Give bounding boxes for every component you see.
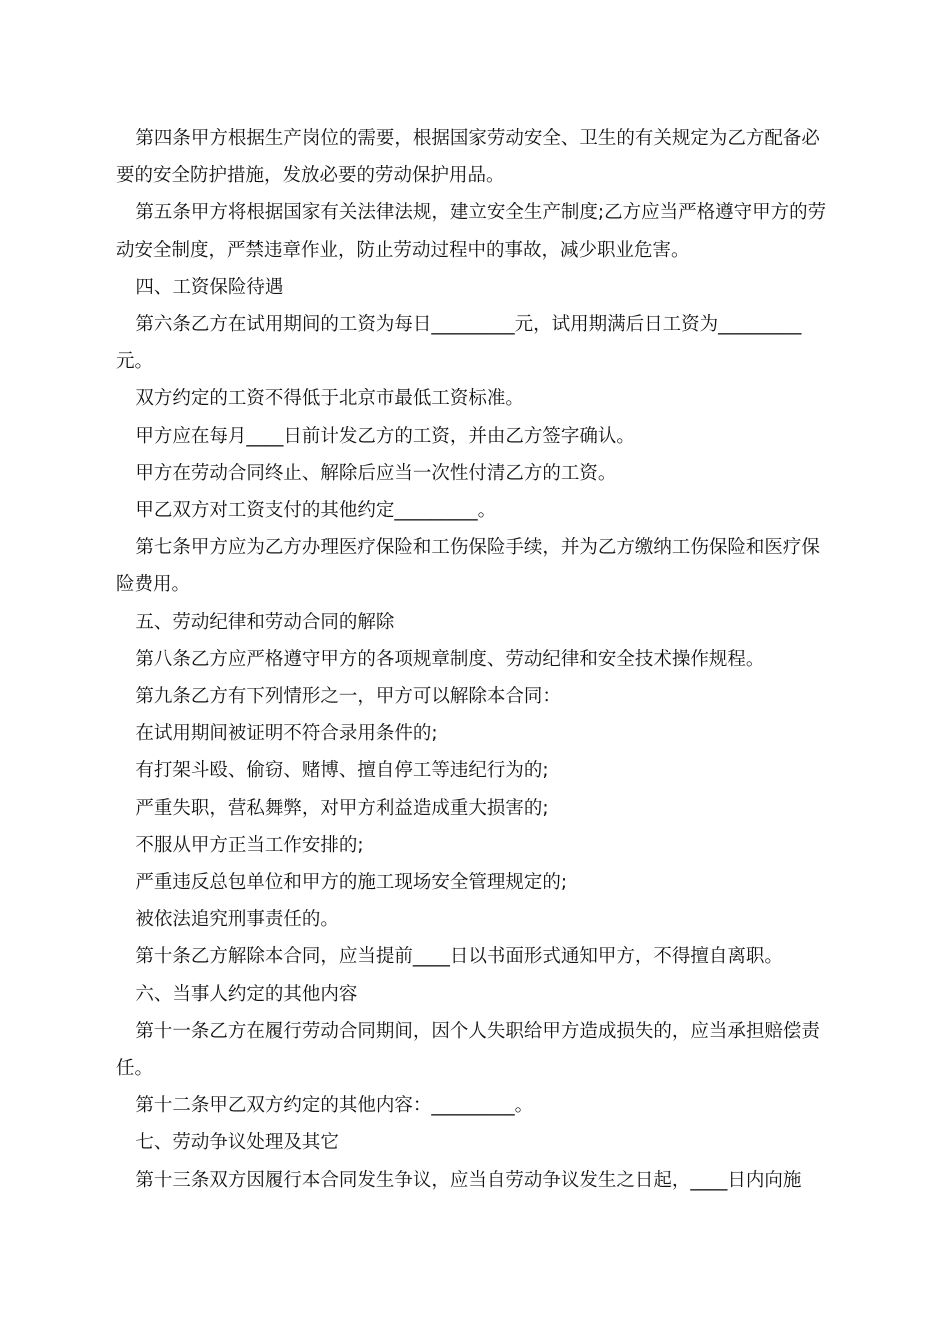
clause-6: 第六条乙方在试用期间的工资为每日_________元，试用期满后日工资为_________元。 <box>116 314 802 373</box>
section-heading-other: 六、当事人约定的其他内容 <box>135 983 358 1005</box>
clause-8: 第八条乙方应严格遵守甲方的各项规章制度、劳动纪律和安全技术操作规程。 <box>135 648 765 670</box>
clause-4: 第四条甲方根据生产岗位的需要，根据国家劳动安全、卫生的有关规定为乙方配备必要的安全防护措施，发放必要的劳动保护用品。 <box>116 128 820 187</box>
list-item: 严重失职，营私舞弊，对甲方利益造成重大损害的; <box>135 797 549 819</box>
clause-9: 第九条乙方有下列情形之一，甲方可以解除本合同： <box>135 686 561 708</box>
other-wage-agreement-paragraph: 甲乙双方对工资支付的其他约定_________。 <box>135 500 497 522</box>
section-heading-discipline: 五、劳动纪律和劳动合同的解除 <box>135 611 395 633</box>
wage-settlement-paragraph: 甲方在劳动合同终止、解除后应当一次性付清乙方的工资。 <box>135 462 617 484</box>
clause-12: 第十二条甲乙双方约定的其他内容：_________。 <box>135 1095 534 1117</box>
document-body <box>116 120 836 1199</box>
clause-5: 第五条甲方将根据国家有关法律法规，建立安全生产制度;乙方应当严格遵守甲方的劳动安全制度，严禁违章作业，防止劳动过程中的事故，减少职业危害。 <box>116 202 827 261</box>
list-item: 有打架斗殴、偷窃、赌博、擅自停工等违纪行为的; <box>135 760 549 782</box>
clause-13: 第十三条双方因履行本合同发生争议，应当自劳动争议发生之日起，____日内向施 <box>135 1169 802 1191</box>
section-heading-disputes: 七、劳动争议处理及其它 <box>135 1132 339 1154</box>
list-item: 严重违反总包单位和甲方的施工现场安全管理规定的; <box>135 872 568 894</box>
wage-standard-paragraph: 双方约定的工资不得低于北京市最低工资标准。 <box>135 388 524 410</box>
list-item: 不服从甲方正当工作安排的; <box>135 834 364 856</box>
wage-payment-day-paragraph: 甲方应在每月____日前计发乙方的工资，并由乙方签字确认。 <box>135 425 635 447</box>
clause-11: 第十一条乙方在履行劳动合同期间，因个人失职给甲方造成损失的，应当承担赔偿责任。 <box>116 1020 820 1080</box>
list-item: 在试用期间被证明不符合录用条件的; <box>135 723 438 745</box>
list-item: 被依法追究刑事责任的。 <box>135 909 339 931</box>
clause-7: 第七条甲方应为乙方办理医疗保险和工伤保险手续，并为乙方缴纳工伤保险和医疗保险费用。 <box>116 537 820 596</box>
section-heading-wages: 四、工资保险待遇 <box>135 276 284 298</box>
clause-10: 第十条乙方解除本合同，应当提前____日以书面形式通知甲方，不得擅自离职。 <box>135 946 783 968</box>
